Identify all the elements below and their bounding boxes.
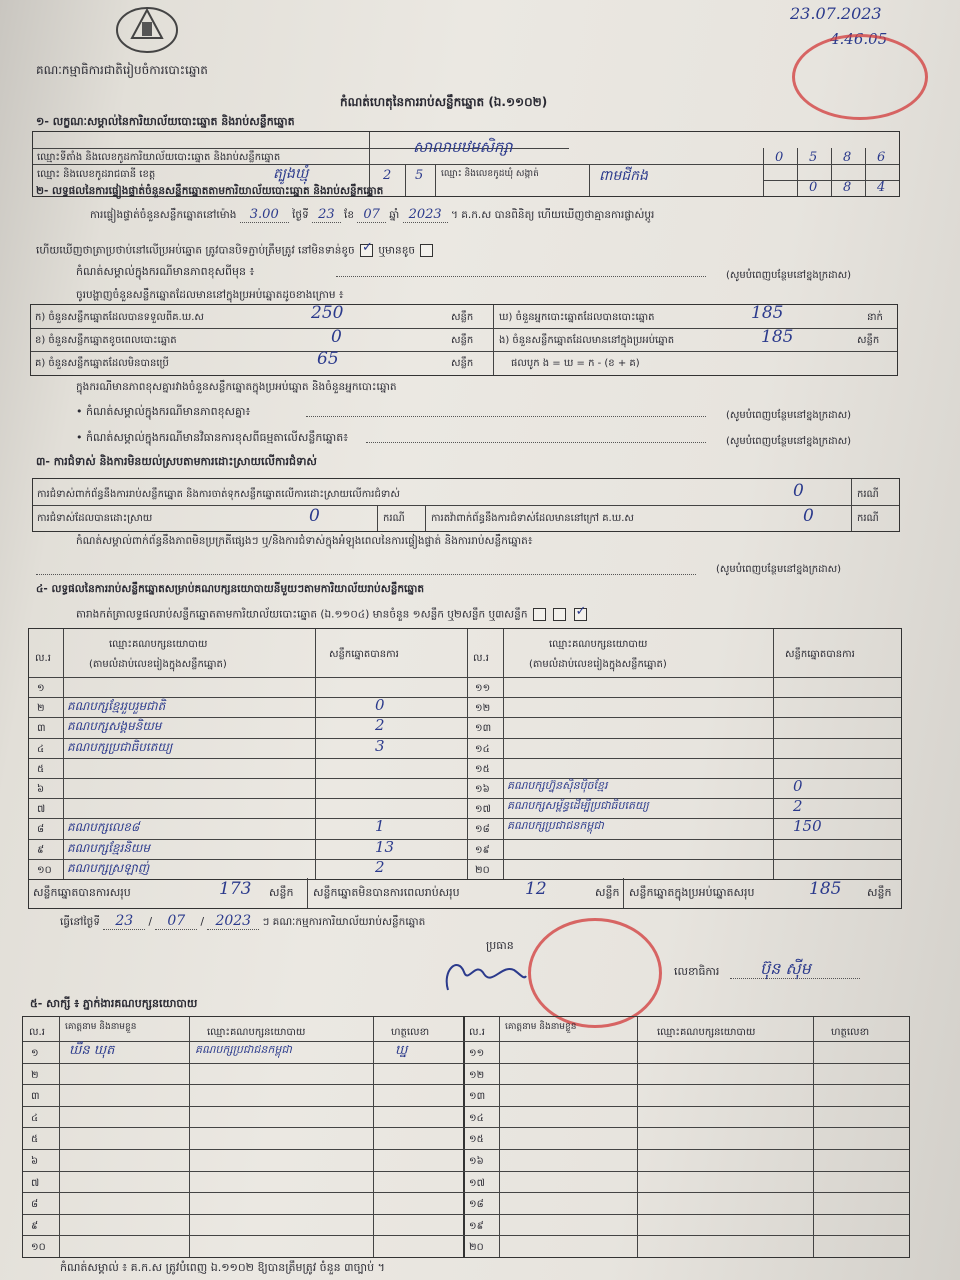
witness-right-no: ១៦: [469, 1156, 484, 1167]
top-ref: 4.46.05: [830, 30, 888, 48]
b-label: ខ) ចំនួនសន្លឹកឆ្នោតខូចពេលបោះឆ្នោត: [35, 335, 177, 346]
objection-r1-value: 0: [793, 481, 804, 501]
d-label: ឃ) ចំនួនអ្នកបោះឆ្នោតដែលបានបោះឆ្នោត: [499, 312, 655, 323]
note-label-1: កំណត់សម្គាល់ក្នុងករណីមានភាពខុសពីមុន ៖: [76, 265, 255, 278]
w-col-party-left: ឈ្មោះគណបក្សនយោបាយ: [207, 1027, 306, 1038]
left-row-votes: 3: [375, 736, 385, 755]
c-unit: សន្លឹក: [451, 358, 474, 369]
witness-left-no: ៥: [31, 1134, 39, 1146]
left-row-no: ៥: [37, 763, 45, 775]
d-unit: នាក់: [867, 312, 883, 323]
national-emblem-icon: [112, 0, 182, 55]
diff-text: ក្នុងករណីមានភាពខុសគ្នារវាងចំនួនសន្លឹកឆ្នោតក្នុងប្រអប់ឆ្នោត និងចំនួនអ្នកបោះឆ្នោត: [76, 381, 397, 393]
objection-r2-unit: ករណី: [383, 513, 405, 524]
e-label: ង) ចំនួនសន្លឹកឆ្នោតដែលមាននៅក្នុងប្រអប់ឆ្នោត: [499, 335, 675, 346]
commune-code-3: 4: [877, 180, 886, 195]
objection-r3-value: 0: [803, 506, 814, 526]
commune-label: ឈ្មោះ និងលេខកូដឃុំ សង្កាត់: [441, 169, 539, 179]
right-row-no: ១៨: [475, 824, 490, 836]
result-row-line: [29, 859, 901, 860]
section1-heading: ១- លក្ខណៈសម្គាល់នៃការិយាល័យបោះឆ្នោត និងរាប់សន្លឹកឆ្នោត: [36, 115, 295, 128]
signing-month: 07: [155, 913, 197, 930]
c-label: គ) ចំនួនសន្លឹកឆ្នោតដែលមិនបានប្រើ: [35, 358, 169, 369]
left-row-party: គណបក្សស្រឡាញ់: [67, 860, 150, 875]
right-row-no: ១៤: [475, 743, 490, 755]
left-row-no: ៤: [37, 743, 45, 755]
col-votes-left: សន្លឹកឆ្នោតបានការ: [329, 649, 399, 660]
objection-r2-value: 0: [309, 506, 320, 526]
right-row-no: ១៩: [475, 844, 490, 856]
signing-date: ធ្វើនៅថ្ងៃទី 23 / 07 / 2023 ៗ គណៈកម្មការការិយាល័យរាប់សន្លឹកឆ្នោត: [60, 913, 426, 929]
witness-left-no: ២: [31, 1069, 39, 1081]
site-value: សាលាបឋមសិក្សា: [413, 138, 513, 156]
seal-broken-checkbox[interactable]: [420, 244, 433, 257]
signing-year: 2023: [207, 913, 259, 930]
note-label-2: • កំណត់សម្គាល់ក្នុងករណីមានភាពខុសគ្នា៖: [76, 405, 251, 418]
right-row-party: គណបក្សហ្វ៊ុនស៊ិនប៉ិចខ្មែរ: [507, 779, 608, 792]
sheets-2-checkbox[interactable]: [553, 608, 566, 621]
witness-left-party: គណបក្សប្រជាជនកម្ពុជា: [195, 1043, 292, 1056]
note-hint-2: (សូមបំពេញបន្ថែមនៅខ្នងក្រដាស): [726, 410, 852, 421]
witness-right-no: ២០: [469, 1242, 484, 1254]
committee-name: គណៈកម្មាធិការជាតិរៀបចំការបោះឆ្នោត: [36, 63, 208, 77]
official-stamp-top: [792, 34, 928, 120]
verify-text-c: ខែ: [343, 209, 354, 221]
c-value: 65: [317, 349, 339, 369]
witness-right-no: ១៤: [469, 1112, 484, 1124]
total-invalid-label: សន្លឹកឆ្នោតមិនបានការពេលរាប់សរុប: [313, 886, 460, 899]
objection-table: [32, 478, 900, 532]
site-code-1: 0: [775, 150, 784, 165]
right-row-no: ២០: [475, 864, 490, 876]
total-valid-unit: សន្លឹក: [269, 886, 294, 899]
witness-left-no: ១: [31, 1048, 39, 1059]
top-date: 23.07.2023: [790, 4, 882, 23]
left-row-party: គណបក្សលេខ៨: [67, 820, 140, 835]
note-label-3: • កំណត់សម្គាល់ក្នុងករណីមានវិធានការខុសពីធម្មតាលើសន្លឹកឆ្នោត៖: [76, 431, 349, 444]
left-row-party: គណបក្សសង្គមនិយម: [67, 719, 162, 734]
witness-left-no: ៧: [31, 1177, 40, 1189]
total-invalid-unit: សន្លឹក: [595, 886, 620, 899]
section2-heading: ២- លទ្ធផលនៃការផ្ទៀងផ្ទាត់ចំនួនសន្លឹកឆ្នោតតាមការិយាល័យបោះឆ្នោត និងរាប់សន្លឹកឆ្នោត: [36, 185, 384, 197]
objection-r3-unit: ករណី: [857, 513, 879, 524]
verify-text-e: ។ គ.ក.ស បានពិនិត្យ ហើយឃើញថាគ្មានការផ្លាស់ប្តូរ: [451, 209, 655, 221]
witness-left-no: ៩: [31, 1220, 39, 1232]
right-row-no: ១៦: [475, 784, 490, 795]
totals-row: [28, 878, 902, 909]
d-value: 185: [751, 303, 784, 323]
objection-r3-label: ការតវ៉ាពាក់ព័ន្ធនឹងការជំទាស់ដែលមាននៅក្រៅ គ.ឃ.ស: [431, 513, 634, 524]
left-row-votes: 2: [375, 716, 385, 735]
right-row-votes: 0: [793, 777, 803, 795]
e-value: 185: [761, 327, 794, 347]
province-value: ត្បូងឃ្មុំ: [273, 166, 309, 182]
verify-month: 07: [357, 207, 386, 223]
witness-right-no: ១៥: [469, 1134, 484, 1146]
objection-r2-label: ការជំទាស់ដែលបានដោះស្រាយ: [37, 513, 153, 524]
seal-text: ហើយឃើញថាត្រាប្រថាប់នៅលើប្រអប់ឆ្នោត ត្រូវបានបិទភ្ជាប់ត្រឹមត្រូវ នៅមិនទាន់ខូច: [36, 244, 355, 257]
left-row-no: ១០: [37, 864, 52, 876]
verify-day: 23: [312, 207, 341, 223]
seal-broken-label: ឬមានខូច: [378, 244, 416, 257]
note-hint-3: (សូមបំពេញបន្ថែមនៅខ្នងក្រដាស): [726, 436, 852, 447]
witness-right-no: ១៩: [469, 1220, 484, 1232]
witness-row-line: [23, 1063, 909, 1064]
witness-left-no: ៨: [31, 1199, 39, 1211]
commune-code-1: 0: [809, 180, 818, 195]
left-row-party: គណបក្សខ្មែរនិយម: [67, 840, 150, 855]
witness-row-line: [23, 1106, 909, 1107]
witness-left-no: ១០: [31, 1242, 46, 1254]
left-row-no: ២: [37, 703, 45, 715]
result-row-line: [29, 818, 901, 819]
witness-left-no: ៦: [31, 1156, 39, 1167]
w-col-sign-left: ហត្ថលេខា: [391, 1027, 430, 1038]
witness-left-no: ៣: [31, 1091, 40, 1103]
total-box: 185: [809, 879, 842, 899]
commune-value: ពាមជីកង: [599, 168, 648, 184]
secretary-label: លេខាធិការ: [674, 965, 720, 978]
right-row-votes: 150: [793, 817, 822, 836]
left-row-party: គណបក្សខ្មែររួបរួមជាតិ: [67, 699, 166, 714]
site-label: ឈ្មោះទីតាំង និងលេខកូដការិយាល័យបោះឆ្នោត និងរាប់សន្លឹកឆ្នោត: [37, 152, 281, 163]
col-party-sub-left: (តាមលំដាប់លេខរៀងក្នុងសន្លឹកឆ្នោត): [89, 659, 227, 670]
b-unit: សន្លឹក: [451, 335, 474, 346]
seal-line: [36, 240, 435, 257]
w-col-no-left: ល.រ: [29, 1027, 45, 1038]
objection-r1-label: ការជំទាស់ពាក់ព័ន្ធនឹងការរាប់សន្លឹកឆ្នោត និងការចាត់ទុកសន្លឹកឆ្នោតលើការដោះស្រាយលើការជំទាស់: [37, 489, 400, 500]
party-results-table: [28, 628, 902, 880]
col-party-sub-right: (តាមលំដាប់លេខរៀងក្នុងសន្លឹកឆ្នោត): [529, 659, 667, 670]
witness-row-line: [23, 1171, 909, 1172]
b-value: 0: [331, 327, 342, 347]
right-row-no: ១២: [475, 703, 491, 715]
left-row-votes: 1: [375, 817, 385, 836]
secretary-name: ប៊ុន ស៊ីម: [760, 959, 811, 978]
a-unit: សន្លឹក: [451, 312, 474, 323]
left-row-no: ៧: [37, 804, 46, 816]
note-hint-1: (សូមបំពេញបន្ថែមនៅខ្នងក្រដាស): [726, 270, 852, 281]
w-col-party-right: ឈ្មោះគណបក្សនយោបាយ: [657, 1027, 756, 1038]
witness-right-no: ១៣: [469, 1091, 486, 1103]
sheets-3-checkbox[interactable]: ✓: [575, 604, 587, 619]
chair-signature: [440, 950, 530, 1000]
right-row-no: ១១: [475, 683, 491, 694]
objection-r1-unit: ករណី: [857, 489, 879, 500]
commune-code-2: 8: [843, 180, 852, 195]
formula: ផលបូក ង = ឃ = ក - (ខ + គ): [511, 358, 640, 369]
witness-row-line: [23, 1214, 909, 1215]
official-stamp-bottom: [528, 918, 662, 1028]
witness-left-no: ៤: [31, 1112, 39, 1124]
result-row-line: [29, 798, 901, 799]
right-row-party: គណបក្សប្រជាជនកម្ពុជា: [507, 819, 604, 833]
section4-sub: [76, 604, 589, 621]
col-party-right: ឈ្មោះគណបក្សនយោបាយ: [549, 639, 648, 650]
left-row-no: ៦: [37, 784, 45, 795]
verify-text-b: ថ្ងៃទី: [292, 209, 309, 221]
province-code-2: 5: [415, 168, 424, 183]
witness-right-no: ១១: [469, 1048, 485, 1059]
col-votes-right: សន្លឹកឆ្នោតបានការ: [785, 649, 855, 660]
verify-text-a: ការផ្ទៀងផ្ទាត់ចំនួនសន្លឹកឆ្នោតនៅម៉ោង: [90, 209, 237, 221]
w-col-sign-right: ហត្ថលេខា: [831, 1027, 870, 1038]
total-box-unit: សន្លឹក: [867, 886, 892, 899]
result-row-line: [29, 839, 901, 840]
form-title: កំណត់ហេតុនៃការរាប់សន្លឹកឆ្នោត (ឯ.១១០២): [340, 95, 548, 109]
diff-line: [76, 382, 397, 394]
signing-day: 23: [103, 913, 145, 930]
witness-left-name: ឃឹន ឃុត: [69, 1043, 115, 1058]
left-row-party: គណបក្សប្រជាធិបតេយ្យ: [67, 739, 173, 754]
witness-row-line: [23, 1041, 909, 1042]
left-row-votes: 13: [375, 837, 395, 856]
irregularity-note: កំណត់សម្គាល់ពាក់ព័ន្ធនឹងភាពមិនប្រក្រតីផ្សេងៗ ឬ/និងការជំទាស់ក្នុងអំឡុងពេលនៃការផ្ទៀងផ្ទាត់ និងការរាប់សន្លឹកឆ្នោត៖: [76, 535, 533, 547]
section3-heading: ៣- ការជំទាស់ និងការមិនយល់ស្របតាមការដោះស្រាយលើការជំទាស់: [36, 455, 317, 468]
verify-time: 3.00: [240, 207, 289, 223]
section4-heading: ៤- លទ្ធផលនៃការរាប់សន្លឹកឆ្នោតសម្រាប់គណបក្សនយោបាយនីមួយៗតាមការិយាល័យរាប់សន្លឹកឆ្នោត: [36, 583, 425, 595]
province-label: ឈ្មោះ និងលេខកូដរាជធានី ខេត្ត: [37, 169, 156, 180]
footer-note: កំណត់សម្គាល់ ៖ គ.ក.ស ត្រូវបំពេញ ឯ.១១០២ ឱ្យបានត្រឹមត្រូវ ចំនួន ៣ច្បាប់ ។: [60, 1261, 385, 1274]
witness-right-no: ១៧: [469, 1177, 485, 1189]
verify-text-d: ឆ្នាំ: [389, 209, 400, 221]
result-row-line: [29, 677, 901, 678]
w-col-name-left: គោត្តនាម និងនាមខ្លួន: [65, 1022, 137, 1032]
sheets-1-checkbox[interactable]: [533, 608, 546, 621]
right-row-no: ១៧: [475, 804, 491, 816]
witness-row-line: [23, 1192, 909, 1193]
total-valid-label: សន្លឹកឆ្នោតបានការសរុប: [33, 886, 131, 899]
witness-row-line: [23, 1084, 909, 1085]
note-line-2: [76, 405, 896, 421]
site-code-3: 8: [843, 150, 852, 165]
a-label: ក) ចំនួនសន្លឹកឆ្នោតដែលបានទទួលពីគ.ឃ.ស: [35, 312, 204, 323]
site-code-4: 6: [877, 150, 886, 165]
seal-ok-checkbox[interactable]: ✓: [362, 240, 373, 255]
province-code-1: 2: [383, 168, 392, 183]
ballot-count-table: [30, 304, 898, 376]
left-row-no: ៣: [37, 723, 46, 735]
ballot-sub-heading: ចូរបង្ហាញចំនួនសន្លឹកឆ្នោតដែលមាននៅក្នុងប្រអប់ឆ្នោតដូចខាងក្រោម ៖: [76, 289, 344, 301]
right-row-party: គណបក្សសម្ព័ន្ធដើម្បីប្រជាធិបតេយ្យ: [507, 799, 649, 813]
witness-row-line: [23, 1127, 909, 1128]
note-line-3: [76, 431, 896, 447]
right-row-no: ១៣: [475, 723, 492, 735]
committee-label: ៗ គណៈកម្មការការិយាល័យរាប់សន្លឹកឆ្នោត: [262, 916, 426, 928]
result-row-line: [29, 758, 901, 759]
col-party-left: ឈ្មោះគណបក្សនយោបាយ: [109, 639, 208, 650]
witness-right-no: ១២: [469, 1069, 485, 1081]
signing-date-label: ធ្វើនៅថ្ងៃទី: [60, 916, 100, 928]
witness-table: [22, 1016, 910, 1258]
site-code-2: 5: [809, 150, 818, 165]
chair-label: ប្រធាន: [486, 939, 514, 952]
witness-right-no: ១៨: [469, 1199, 484, 1211]
left-row-votes: 0: [375, 696, 385, 715]
right-row-votes: 2: [793, 797, 803, 816]
a-value: 250: [311, 303, 344, 323]
total-box-label: សន្លឹកឆ្នោតក្នុងប្រអប់ឆ្នោតសរុប: [629, 886, 755, 899]
verify-line: [90, 208, 654, 222]
witness-row-line: [23, 1235, 909, 1236]
section4-sub-text: តារាងកត់ត្រាលទ្ធផលរាប់សន្លឹកឆ្នោតតាមការិយាល័យបោះឆ្នោត (ឯ.១១០៤) មានចំនួន ១សន្លឹក ឬ២សន្លឹក ឬ៣សន្លឹក: [76, 608, 528, 621]
total-valid: 173: [219, 879, 252, 899]
e-unit: សន្លឹក: [857, 335, 880, 346]
left-row-votes: 2: [375, 857, 385, 876]
note-line-1: [76, 265, 896, 281]
witness-left-sign: ឃ្ន: [395, 1043, 408, 1058]
total-invalid: 12: [525, 879, 547, 899]
w-col-name-right: គោត្តនាម និងនាមខ្លួន: [505, 1022, 577, 1032]
w-col-no-right: ល.រ: [469, 1027, 485, 1038]
verify-year: 2023: [403, 207, 448, 223]
witness-row-line: [23, 1149, 909, 1150]
section5-heading: ៥- សាក្សី ៖ ភ្នាក់ងារគណបក្សនយោបាយ: [30, 997, 198, 1010]
irregularity-hint: (សូមបំពេញបន្ថែមនៅខ្នងក្រដាស): [716, 564, 842, 575]
right-row-no: ១៥: [475, 763, 490, 775]
col-no-left: ល.រ: [35, 653, 51, 664]
left-row-no: ៨: [37, 824, 45, 836]
left-row-no: ១: [37, 683, 45, 694]
result-row-line: [29, 778, 901, 779]
col-no-right: ល.រ: [473, 653, 489, 664]
left-row-no: ៩: [37, 844, 45, 856]
